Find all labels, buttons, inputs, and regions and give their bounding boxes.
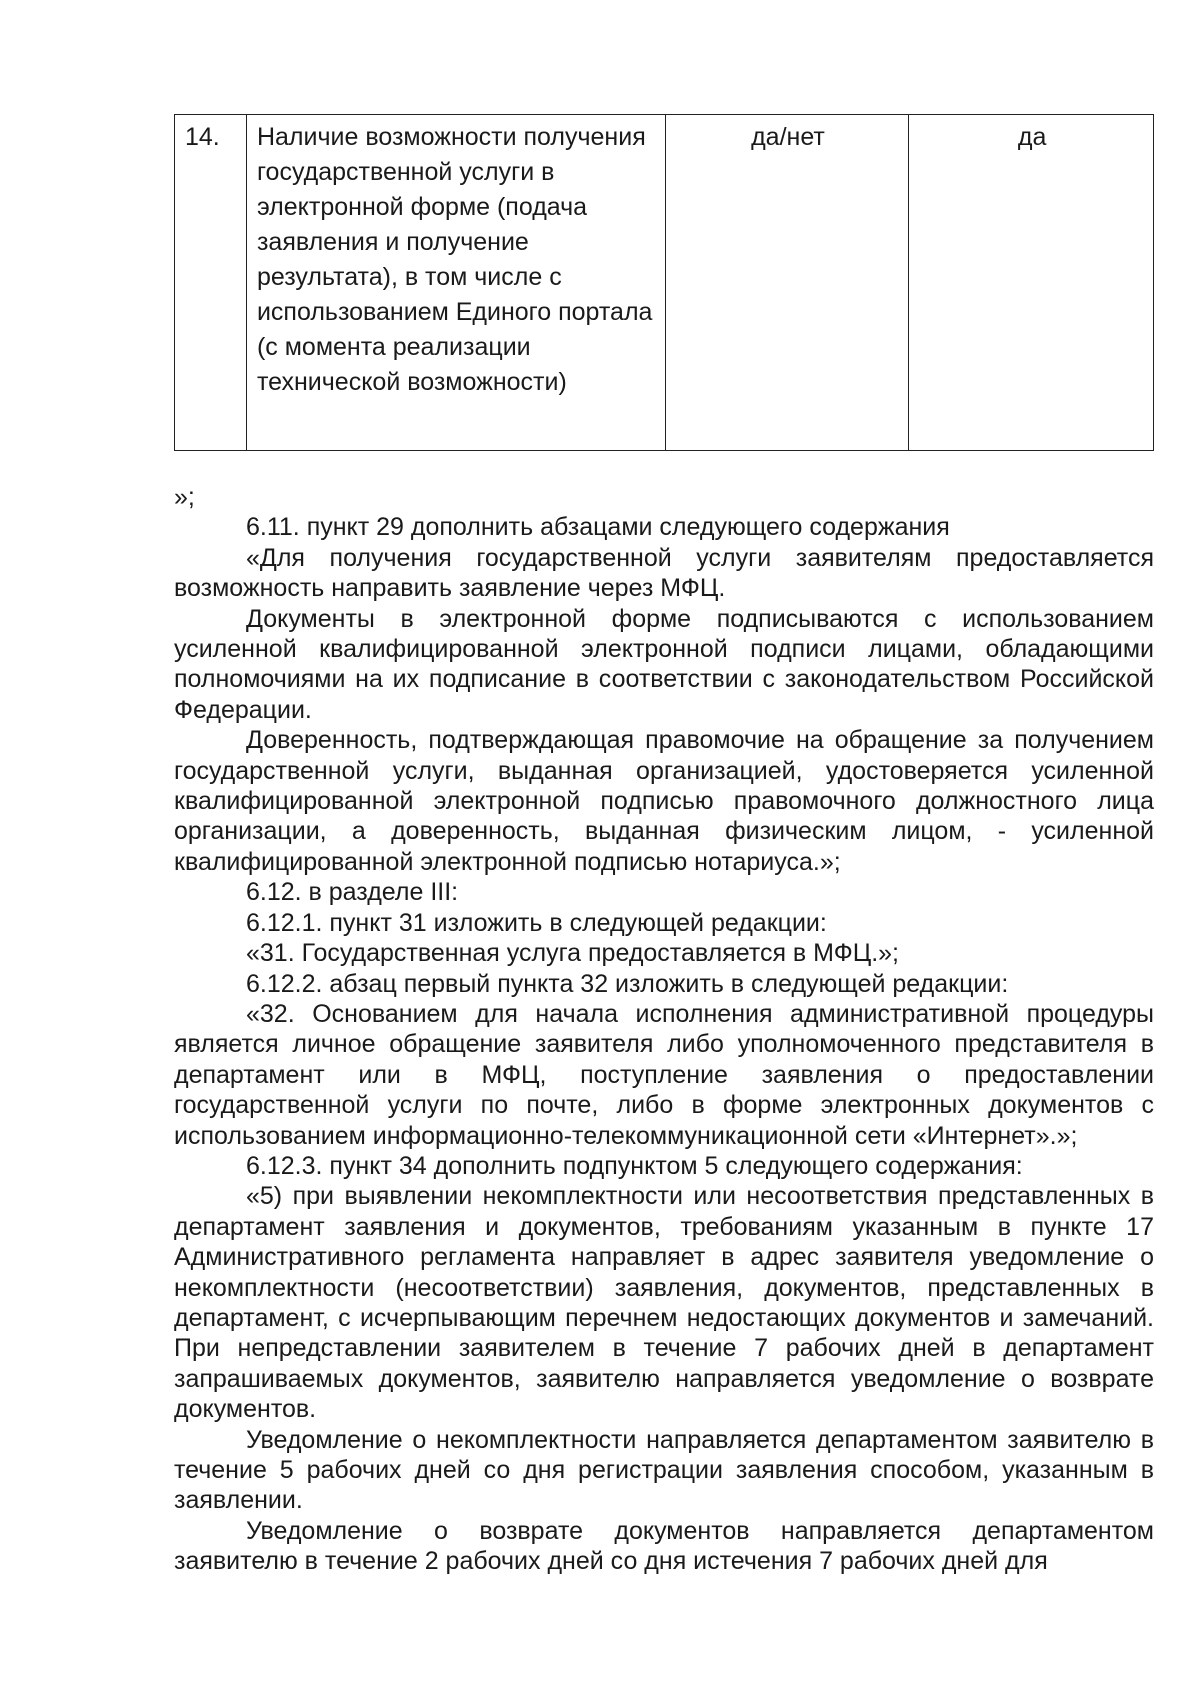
paragraph: «32. Основанием для начала исполнения административной процедуры является личное обращение заявителя либо уполномоченного представителя в департамент или в МФЦ, поступление заявления о предоставлении государственной услуги по почте, либо в форме электронных документов с использованием информационно-телекоммуникационной сети «Интернет».»;: [174, 999, 1154, 1150]
closing-quote-mark: »;: [174, 483, 195, 511]
value-cell: да: [909, 115, 1154, 451]
paragraph: Уведомление о возврате документов направляется департаментом заявителю в течение 2 рабочих дней со дня истечения 7 рабочих дней для: [174, 1516, 1154, 1576]
paragraph: 6.12. в разделе III:: [246, 878, 459, 907]
paragraph: 6.12.3. пункт 34 дополнить подпунктом 5 следующего содержания:: [246, 1151, 1023, 1180]
paragraph: 6.11. пункт 29 дополнить абзацами следующего содержания: [246, 513, 950, 542]
indicator-description-cell: Наличие возможности получения государственной услуги в электронной форме (подача заявления и получение результата), в том числе с использованием Единого портала (с момента реализации технической возможности): [246, 115, 665, 451]
table-row: [175, 115, 1154, 451]
amendment-text: [174, 482, 1154, 1577]
indicator-table: [174, 114, 1154, 451]
paragraph: «5) при выявлении некомплектности или несоответствия представленных в департамент заявления и документов, требованиям указанным в пункте 17 Административного регламента направляет в адрес заявителя уведомление о некомплектности (несоответствии) заявления, документов, представленных в департамент, с исчерпывающим перечнем недостающих документов и замечаний. При непредставлении заявителем в течение 7 рабочих дней в департамент запрашиваемых документов, заявителю направляется уведомление о возврате документов.: [174, 1182, 1154, 1424]
row-number-cell: 14.: [175, 115, 247, 451]
unit-cell: да/нет: [665, 115, 909, 451]
paragraph: 6.12.2. абзац первый пункта 32 изложить в следующей редакции:: [246, 969, 1009, 998]
paragraph: Документы в электронной форме подписываются с использованием усиленной квалифицированной электронной подписи лицами, обладающими полномочиями на их подписание в соответствии с законодательством Российской Федерации.: [174, 604, 1154, 724]
paragraph: Уведомление о некомплектности направляется департаментом заявителю в течение 5 рабочих дней со дня регистрации заявления способом, указанным в заявлении.: [174, 1425, 1154, 1515]
paragraph: 6.12.1. пункт 31 изложить в следующей редакции:: [246, 908, 827, 937]
paragraph: Доверенность, подтверждающая правомочие на обращение за получением государственной услуги, выданная организацией, удостоверяется усиленной квалифицированной электронной подписью правомочного должностного лица организации, а доверенность, выданная физическим лицом, - усиленной квалифицированной электронной подписью нотариуса.»;: [174, 726, 1154, 876]
paragraph: «31. Государственная услуга предоставляется в МФЦ.»;: [246, 939, 900, 968]
paragraph: «Для получения государственной услуги заявителям предоставляется возможность направить заявление через МФЦ.: [174, 543, 1154, 603]
